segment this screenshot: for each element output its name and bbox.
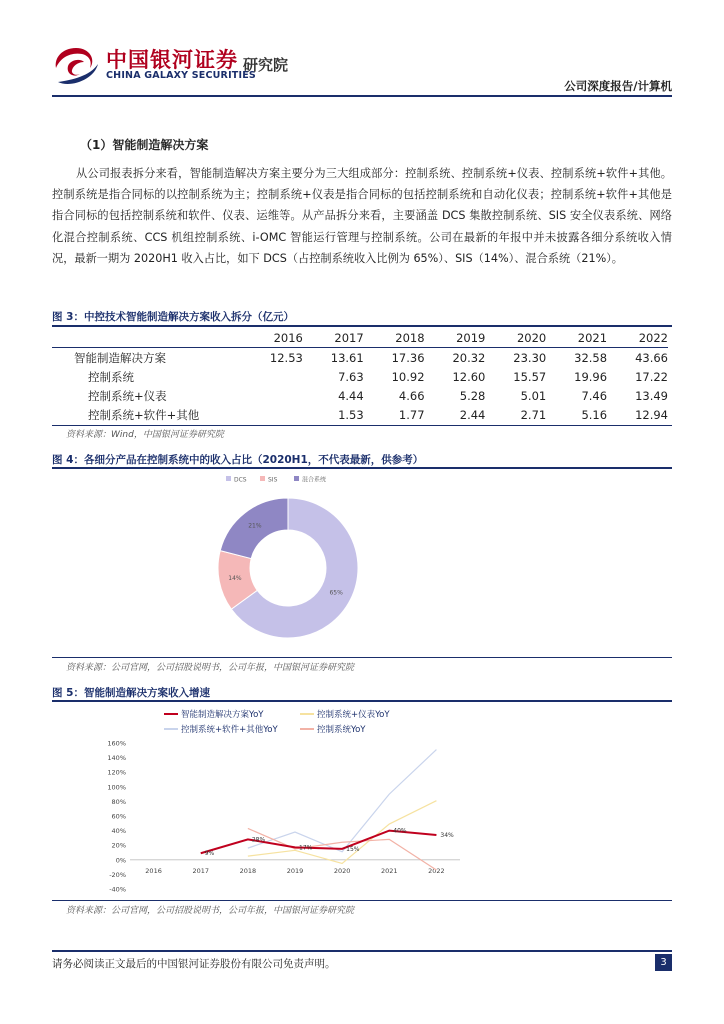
legend-label: DCS: [234, 476, 247, 484]
x-tick-label: 2019: [286, 866, 304, 875]
x-tick-label: 2020: [333, 866, 351, 875]
header-divider: [52, 95, 672, 97]
pie-chart: [52, 470, 672, 656]
table-cell: 13.49: [635, 388, 668, 403]
table-cell: 5.01: [520, 388, 547, 403]
institute-name: 研究院: [243, 56, 289, 74]
galaxy-logo-icon: [50, 42, 102, 88]
table-row: [52, 405, 668, 424]
table-cell: 2.71: [520, 407, 547, 422]
legend-label: 控制系统YoY: [317, 725, 366, 735]
table-cell: 12.53: [269, 350, 303, 365]
x-tick-label: 2021: [381, 866, 398, 875]
year-header: 2021: [546, 328, 607, 348]
table-cell: 7.63: [338, 369, 364, 384]
y-tick-label: 100%: [107, 783, 126, 792]
year-header: 2016: [242, 328, 303, 348]
x-tick-label: 2022: [428, 866, 445, 875]
table-cell: 4.44: [338, 388, 364, 403]
line-source: 资料来源：公司官网，公司招股说明书，公司年报，中国银河证券研究院: [66, 906, 355, 916]
y-tick-label: 40%: [111, 827, 126, 836]
table-cell: 5.28: [459, 388, 486, 403]
y-tick-label: 0%: [115, 856, 126, 865]
row-label: 控制系统: [88, 369, 134, 384]
table-cell: 2.44: [459, 407, 486, 422]
slice-label: 21%: [248, 522, 262, 530]
revenue-table: [52, 328, 668, 424]
logo-chinese-name: 中国银河证券: [106, 48, 238, 72]
table-cell: 7.46: [581, 388, 608, 403]
table-cell: 17.36: [391, 350, 425, 365]
figure-bottom-rule: [52, 900, 672, 901]
table-cell: 15.57: [513, 369, 547, 384]
y-tick-label: -20%: [109, 870, 126, 879]
pie-source: 资料来源：公司官网，公司招股说明书，公司年报，中国银河证券研究院: [66, 663, 355, 673]
table-cell: 19.96: [574, 369, 608, 384]
x-tick-label: 2017: [192, 866, 209, 875]
data-label: 9%: [204, 850, 215, 858]
table-cell: [242, 367, 303, 386]
legend-label: 控制系统+软件+其他YoY: [181, 725, 278, 735]
y-tick-label: 140%: [107, 754, 126, 763]
y-tick-label: 120%: [107, 768, 126, 777]
report-type: 公司深度报告/计算机: [564, 79, 672, 93]
year-header: 2019: [425, 328, 486, 348]
legend-label: SIS: [268, 476, 278, 484]
data-label: 28%: [251, 836, 266, 844]
series-line: [248, 750, 437, 852]
table-row: [52, 386, 668, 405]
legend-label: 智能制造解决方案YoY: [181, 710, 264, 720]
table-cell: 12.60: [452, 369, 486, 384]
legend-swatch: [226, 476, 231, 481]
table-bottom-rule: [52, 425, 672, 426]
y-tick-label: 80%: [111, 797, 126, 806]
pie-caption: 图 4：各细分产品在控制系统中的收入占比（2020H1，不代表最新，供参考）: [52, 454, 424, 466]
table-header-row: [52, 328, 668, 348]
y-tick-label: 20%: [111, 841, 126, 850]
data-label: 15%: [346, 845, 360, 853]
table-cell: 12.94: [635, 407, 668, 422]
year-header: 2022: [607, 328, 668, 348]
line-caption: 图 5：智能制造解决方案收入增速: [52, 687, 210, 699]
legend-swatch: [294, 476, 299, 481]
row-label: 控制系统+仪表: [88, 388, 167, 403]
year-header: 2020: [485, 328, 546, 348]
year-header: 2017: [303, 328, 364, 348]
table-cell: [242, 386, 303, 405]
data-label: 17%: [299, 844, 313, 852]
x-tick-label: 2018: [239, 866, 257, 875]
data-label: 34%: [440, 831, 454, 839]
table-cell: 1.53: [338, 407, 364, 422]
slice-label: 65%: [329, 589, 343, 597]
body-paragraph: 从公司报表拆分来看，智能制造解决方案主要分为三大组成部分：控制系统、控制系统+仪表、控制系统+软件+其他。控制系统是指合同标的以控制系统为主；控制系统+仪表是指合同标的包括控制系统和自动化仪表；控制系统+软件+其他是指合同标的包括控制系统和软件、仪表、运维等。从产品拆分来看，主要涵盖 DCS 集散控制系统、SIS 安全仪表系统、网络化混合控制系统、CCS 机组控制系统、i-OMC 智能运行管理与控制系统。公司在最新的年报中并未披露各细分系统收入情况，最新一期为 2020H1 收入占比，如下 DCS（占控制系统收入比例为 65%）、SIS（14%）、混合系统（21%）。: [52, 167, 672, 265]
logo-english-name: CHINA GALAXY SECURITIES: [106, 70, 256, 81]
table-cell: 32.58: [574, 350, 608, 365]
table-row: [52, 367, 668, 386]
section-title: （1）智能制造解决方案: [80, 138, 209, 152]
table-cell: 4.66: [398, 388, 425, 403]
table-source: 资料来源：Wind，中国银河证券研究院: [66, 430, 224, 440]
caption-divider: [52, 700, 672, 702]
line-chart: [52, 703, 672, 899]
page-number: 3: [655, 954, 672, 971]
y-tick-label: -40%: [109, 885, 126, 894]
y-tick-label: 60%: [111, 812, 126, 821]
table-cell: 43.66: [635, 350, 668, 365]
data-label: 40%: [393, 827, 407, 835]
row-label: 智能制造解决方案: [74, 350, 166, 365]
year-header: 2018: [364, 328, 425, 348]
x-tick-label: 2016: [145, 866, 162, 875]
row-label: 控制系统+软件+其他: [88, 407, 200, 422]
table-cell: 10.92: [391, 369, 425, 384]
y-tick-label: 160%: [107, 739, 126, 748]
table-cell: 13.61: [330, 350, 364, 365]
legend-label: 控制系统+仪表YoY: [317, 710, 390, 720]
caption-divider: [52, 467, 672, 469]
slice-label: 14%: [228, 575, 242, 583]
table-cell: [242, 405, 303, 424]
table-cell: 17.22: [635, 369, 668, 384]
footer-disclaimer: 请务必阅读正文最后的中国银河证券股份有限公司免责声明。: [52, 958, 336, 970]
table-caption: 图 3：中控技术智能制造解决方案收入拆分（亿元）: [52, 311, 294, 323]
table-cell: 23.30: [513, 350, 547, 365]
caption-divider: [52, 325, 672, 327]
table-row: [52, 348, 668, 368]
table-cell: 20.32: [452, 350, 486, 365]
legend-label: 混合系统: [302, 476, 327, 484]
figure-bottom-rule: [52, 657, 672, 658]
legend-swatch: [260, 476, 265, 481]
footer-divider: [52, 950, 672, 952]
table-cell: 5.16: [581, 407, 608, 422]
table-cell: 1.77: [398, 407, 425, 422]
